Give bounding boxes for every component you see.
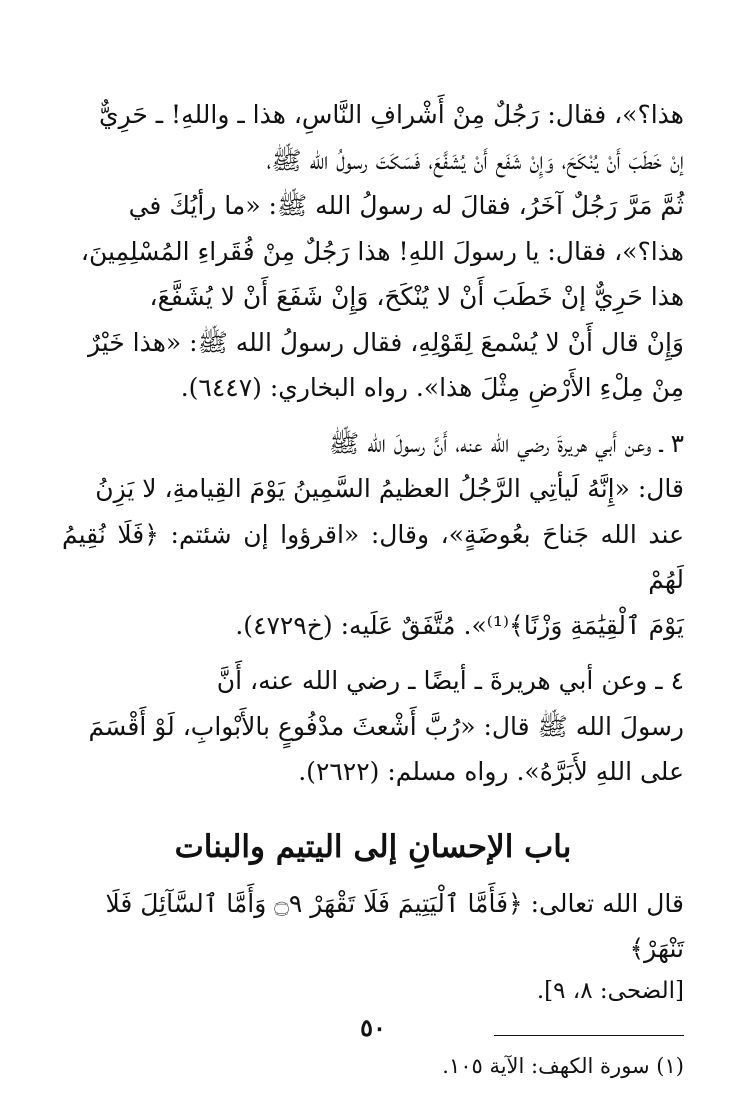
verse-reference: [الضحى: ٨، ٩]. [536, 977, 684, 1004]
text-line: إنْ خَطَبَ أَنْ يُنْكَحَ، وَإِنْ شَفَع أَنْ يُشَفَّعَ، فَسَكَتَ رسولُ الله ﷺ، [266, 145, 684, 175]
quran-verse-line: قال الله تعالى: ﴿فَأَمَّا ٱلْيَتِيمَ فَلَا تَقْهَرْ ۝٩ وَأَمَّا ٱلسَّآئِلَ فَلَا تَنْهَرْ﴾ [105, 888, 684, 963]
hadith-paragraph-4 [62, 658, 684, 795]
text-line: ٣ ـ وعن أَبي هريرةَ رضي الله عنه، أَنَّ رسولَ الله ﷺ [328, 428, 684, 458]
text-line: مِنْ مِلْءِ الأَرْضِ مِثْلَ هذا». رواه البخاري: (٦٤٤٧). [180, 373, 684, 402]
hadith-paragraph-3 [62, 421, 684, 649]
text-line: رسولَ الله ﷺ قال: «رُبَّ أَشْعثَ مدْفُوعٍ بالأَبْوابِ، لَوْ أَقْسَمَ [88, 711, 684, 741]
text-line: على اللهِ لأَبَرَّهُ». رواه مسلم: (٢٦٢٢). [298, 757, 684, 786]
text-line: وَإِنْ قال أَنْ لا يُسْمعَ لِقَوْلِهِ، فقال رسولُ الله ﷺ: «هذا خَيْرٌ [87, 327, 684, 357]
text-line: قال: «إِنَّهُ لَيأتِي الرَّجُلُ العظيمُ السَّمِينُ يَوْمَ القِيامةِ، لا يَزِنُ [95, 474, 684, 503]
text-line: هذا حَرِيٌّ إنْ خَطَبَ أَنْ لا يُنْكَحَ، وَإِنْ شَفَعَ أَنْ لا يُشَفَّعَ، [149, 282, 684, 311]
text-line: ثُمَّ مَرَّ رَجُلٌ آخَرُ، فقالَ له رسولُ الله ﷺ: «ما رأيُكَ في [128, 191, 684, 220]
text-line: هذا؟»، فقال: رَجُلٌ مِنْ أَشْرافِ النَّاسِ، هذا ـ واللهِ! ـ حَرِيٌّ [99, 100, 684, 129]
page-body [62, 92, 684, 1082]
footnote: (١) سورة الكهف: الآية ١٠٥. [442, 1053, 684, 1078]
text-line: هذا؟»، فقال: يا رسولَ اللهِ! هذا رَجُلٌ مِنْ فُقَراءِ المُسْلِمِينَ، [80, 236, 684, 266]
text-line: ٤ ـ وعن أبي هريرةَ ـ أيضًا ـ رضي الله عنه، أَنَّ [216, 666, 684, 695]
text-line: يَوْمَ ٱلْقِيَٰمَةِ وَزْنًا﴾⁽¹⁾». مُتَّفَقٌ عَلَيه: (خ٤٧٢٩). [235, 610, 684, 640]
text-line: عند الله جَناحَ بعُوضَةٍ»، وقال: «اقرؤوا إن شئتم: ﴿فَلَا نُقِيمُ لَهُمْ [62, 519, 684, 594]
chapter-heading: باب الإحسانِ إلى اليتيم والبنات [174, 828, 572, 865]
hadith-paragraph-2 [62, 92, 684, 411]
page-number: ٥٠ [360, 1013, 386, 1042]
